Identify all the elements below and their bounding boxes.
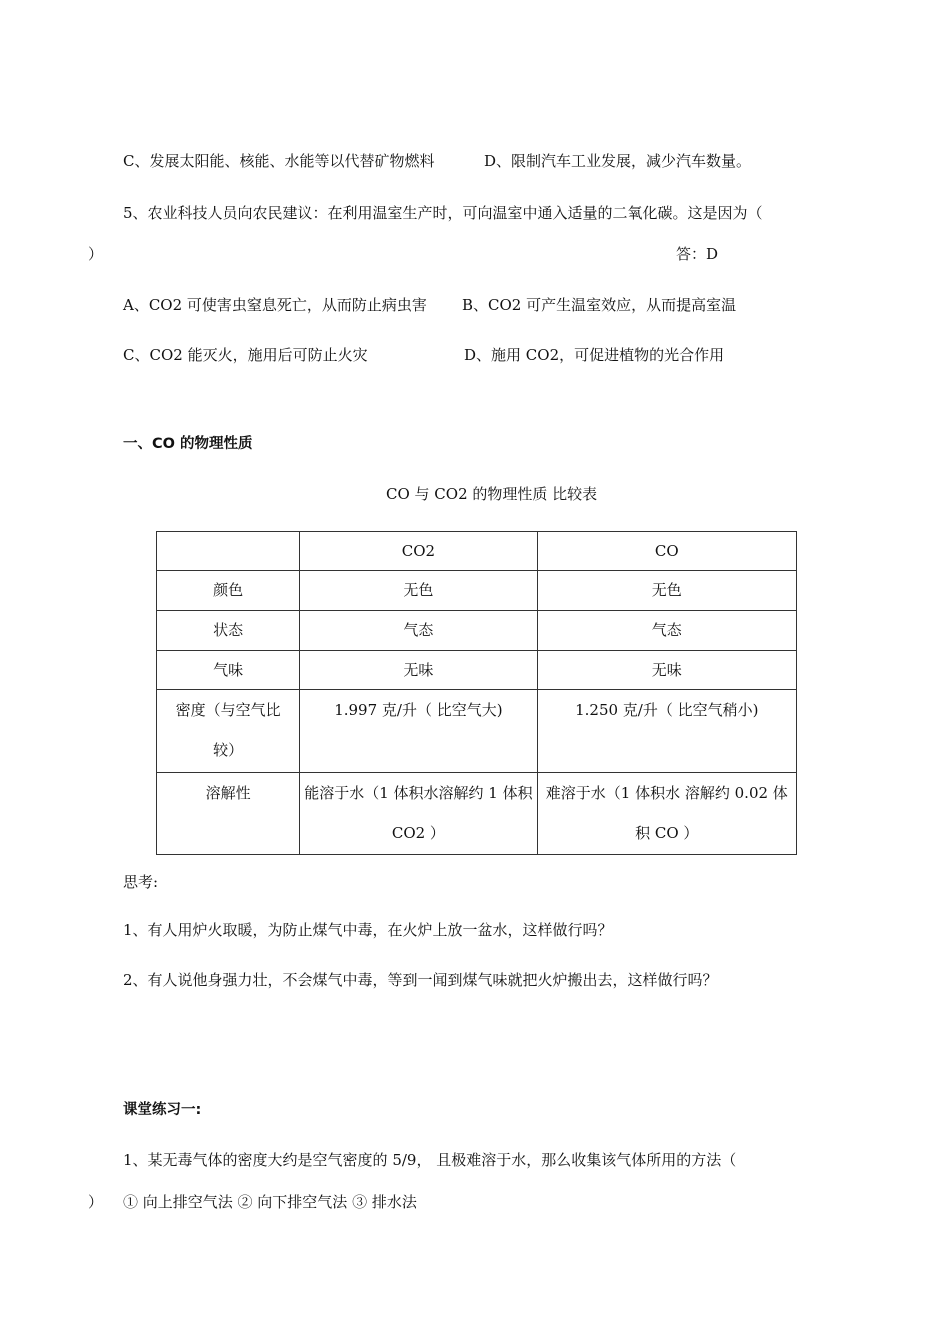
think-question-2: 2、有人说他身强力壮，不会煤气中毒，等到一闻到煤气味就把火炉搬出去，这样做行吗？ bbox=[123, 971, 718, 989]
question-5-stem: 5、农业科技人员向农民建议：在利用温室生产时，可向温室中通入适量的二氧化碳。这是因为（ bbox=[123, 204, 763, 222]
question-5-paren-close: ） bbox=[88, 245, 104, 263]
option-5a: A、CO2 可使害虫窒息死亡，从而防止病虫害 bbox=[123, 296, 427, 314]
table-row bbox=[157, 651, 797, 690]
table-header-row bbox=[157, 532, 797, 571]
practice-question-1-options: ① 向上排空气法 ② 向下排空气法 ③ 排水法 bbox=[123, 1193, 417, 1211]
table-header-cell: CO2 bbox=[300, 532, 537, 571]
table-cell-co2: 无色 bbox=[300, 571, 537, 611]
practice-question-1-stem: 1、某无毒气体的密度大约是空气密度的 5/9， 且极难溶于水，那么收集该气体所用的方法（ bbox=[123, 1151, 737, 1169]
option-5b: B、CO2 可产生温室效应，从而提高室温 bbox=[462, 296, 737, 314]
option-4d: D、限制汽车工业发展，减少汽车数量。 bbox=[484, 152, 752, 170]
practice-question-1-paren-close: ） bbox=[88, 1193, 104, 1211]
table-cell-property: 状态 bbox=[157, 611, 300, 651]
question-5-answer: 答：D bbox=[676, 245, 719, 263]
option-5d: D、施用 CO2，可促进植物的光合作用 bbox=[464, 346, 725, 364]
table-row bbox=[157, 773, 797, 855]
option-5c: C、CO2 能灭火，施用后可防止火灾 bbox=[123, 346, 368, 364]
table-cell-property: 密度（与空气比较） bbox=[157, 690, 300, 773]
table-cell-co2: 能溶于水（1 体积水溶解约 1 体积 CO2 ） bbox=[300, 773, 537, 855]
table-header-cell: CO bbox=[537, 532, 796, 571]
table-row bbox=[157, 690, 797, 773]
table-cell-property: 溶解性 bbox=[157, 773, 300, 855]
table-cell-co: 难溶于水（1 体积水 溶解约 0.02 体积 CO ） bbox=[537, 773, 796, 855]
table-cell-property: 气味 bbox=[157, 651, 300, 690]
table-cell-co2: 1.997 克/升（ 比空气大) bbox=[300, 690, 537, 773]
table-cell-co: 无色 bbox=[537, 571, 796, 611]
practice-heading: 课堂练习一: bbox=[123, 1102, 202, 1118]
table-cell-co2: 无味 bbox=[300, 651, 537, 690]
section-heading-co-physical: 一、CO 的物理性质 bbox=[123, 436, 253, 452]
table-title: CO 与 CO2 的物理性质 比较表 bbox=[386, 485, 598, 503]
table-cell-property: 颜色 bbox=[157, 571, 300, 611]
think-question-1: 1、有人用炉火取暖，为防止煤气中毒，在火炉上放一盆水，这样做行吗？ bbox=[123, 921, 613, 939]
table-cell-co: 1.250 克/升（ 比空气稍小) bbox=[537, 690, 796, 773]
table-cell-co2: 气态 bbox=[300, 611, 537, 651]
table-cell-co: 无味 bbox=[537, 651, 796, 690]
option-4c: C、发展太阳能、核能、水能等以代替矿物燃料 bbox=[123, 152, 435, 170]
table-row bbox=[157, 571, 797, 611]
table-row bbox=[157, 611, 797, 651]
table-cell-co: 气态 bbox=[537, 611, 796, 651]
table-header-cell bbox=[157, 532, 300, 571]
think-label: 思考: bbox=[123, 873, 159, 891]
comparison-table bbox=[156, 531, 797, 855]
